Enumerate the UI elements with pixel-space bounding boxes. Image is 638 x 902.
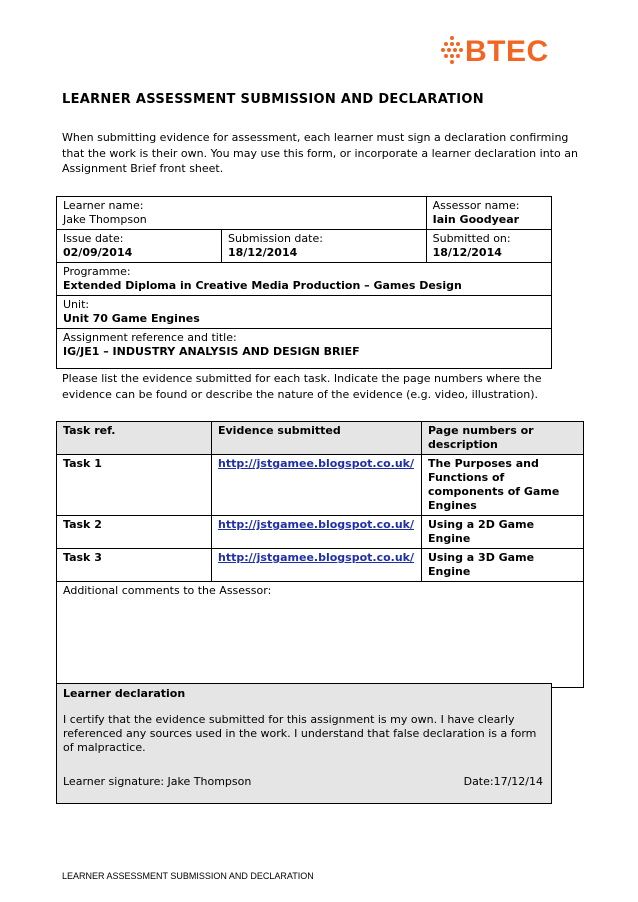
evidence-table — [56, 421, 584, 688]
declaration-text: I certify that the evidence submitted for this assignment is my own. I have clearly referenced any sources used in the work. I understand that false declaration is a form of malpractice. — [63, 713, 537, 754]
table-row — [57, 516, 584, 549]
evidence-link[interactable]: http://jstgamee.blogspot.co.uk/ — [218, 518, 415, 531]
evidence-link[interactable]: http://jstgamee.blogspot.co.uk/ — [218, 551, 415, 564]
assessor-name-label: Assessor name: — [432, 199, 520, 212]
assignment-value: IG/JE1 – INDUSTRY ANALYSIS AND DESIGN BRIEF — [63, 345, 360, 358]
unit-label: Unit: — [63, 298, 90, 311]
task-ref-cell: Task 3 — [57, 549, 212, 582]
evidence-link[interactable]: http://jstgamee.blogspot.co.uk/ — [218, 457, 415, 470]
programme-label: Programme: — [63, 265, 131, 278]
evidence-cell — [212, 516, 422, 549]
page-title: LEARNER ASSESSMENT SUBMISSION AND DECLARATION — [62, 92, 484, 107]
learner-name-value: Jake Thompson — [63, 213, 147, 226]
learner-info-table — [56, 196, 552, 369]
evidence-instructions: Please list the evidence submitted for each task. Indicate the page numbers where the evidence can be found or describe the nature of the evidence (e.g. video, illustration). — [62, 372, 542, 401]
unit-cell — [57, 296, 552, 329]
evidence-cell — [212, 549, 422, 582]
logo-text: BTEC — [465, 35, 549, 68]
header-description: Page numbers or description — [422, 422, 584, 455]
page-footer: LEARNER ASSESSMENT SUBMISSION AND DECLARATION — [62, 871, 314, 881]
evidence-cell — [212, 455, 422, 516]
issue-date-value: 02/09/2014 — [63, 246, 133, 259]
description-cell: Using a 2D Game Engine — [422, 516, 584, 549]
btec-logo — [441, 32, 549, 72]
comments-cell: Additional comments to the Assessor: — [57, 582, 584, 688]
task-ref-cell: Task 1 — [57, 455, 212, 516]
assessor-name-cell — [426, 197, 551, 230]
description-cell: Using a 3D Game Engine — [422, 549, 584, 582]
learner-signature: Learner signature: Jake Thompson — [63, 775, 252, 788]
assignment-cell — [57, 329, 552, 369]
submitted-on-label: Submitted on: — [432, 232, 511, 245]
assignment-label: Assignment reference and title: — [63, 331, 237, 344]
submission-date-label: Submission date: — [228, 232, 323, 245]
submitted-on-cell — [426, 230, 551, 263]
unit-value: Unit 70 Game Engines — [63, 312, 200, 325]
submission-date-cell — [222, 230, 427, 263]
programme-value: Extended Diploma in Creative Media Production – Games Design — [63, 279, 462, 292]
issue-date-label: Issue date: — [63, 232, 124, 245]
learner-name-label: Learner name: — [63, 199, 144, 212]
intro-text: When submitting evidence for assessment, each learner must sign a declaration confirming that the work is their own. You may use this form, or incorporate a learner declaration into an Assignment Brief front sheet. — [62, 131, 578, 175]
submitted-on-value: 18/12/2014 — [432, 246, 502, 259]
declaration-box — [56, 683, 552, 804]
table-row — [57, 455, 584, 516]
header-evidence: Evidence submitted — [212, 422, 422, 455]
header-task-ref: Task ref. — [57, 422, 212, 455]
description-cell: The Purposes and Functions of components of Game Engines — [422, 455, 584, 516]
table-row — [57, 549, 584, 582]
programme-cell — [57, 263, 552, 296]
logo-dots-icon — [441, 34, 463, 70]
submission-date-value: 18/12/2014 — [228, 246, 298, 259]
task-ref-cell: Task 2 — [57, 516, 212, 549]
learner-name-cell — [57, 197, 427, 230]
assessor-name-value: Iain Goodyear — [432, 213, 520, 226]
declaration-date: Date:17/12/14 — [463, 775, 543, 788]
issue-date-cell — [57, 230, 222, 263]
declaration-heading: Learner declaration — [63, 687, 186, 700]
